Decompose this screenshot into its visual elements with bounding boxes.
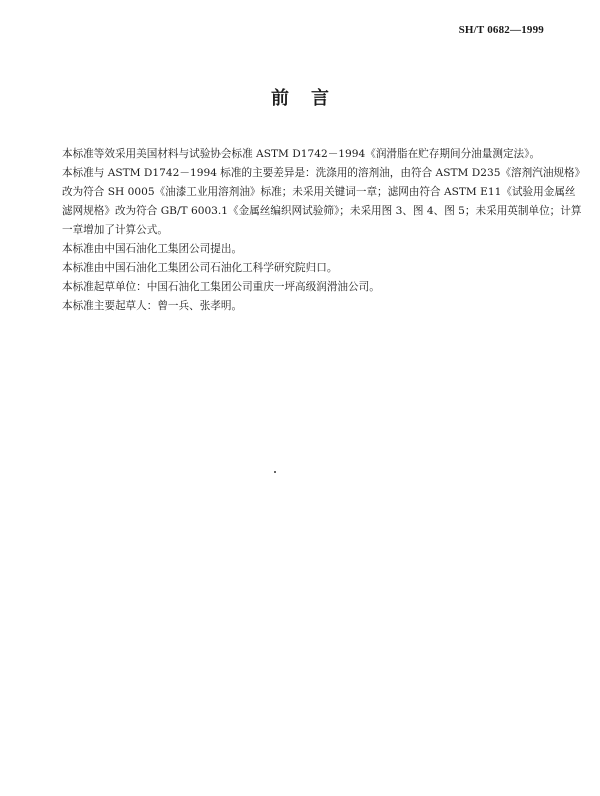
paragraph-administrator: 本标准由中国石油化工集团公司石油化工科学研究院归口。 — [62, 262, 338, 274]
page-title: 前言 — [271, 88, 351, 109]
scan-speck — [274, 471, 276, 473]
paragraph-differences: 本标准与 ASTM D1742－1994 标准的主要差异是：洗涤用的溶剂油，由符合 ASTM D235《溶剂汽油规格》改为符合 SH 0005《油漆工业用溶剂油》标准；未采用关键词一章；滤网由符合 ASTM E11《试验用金属丝滤网规格》改为符合 GB/T 6003.1《金属丝编织网试验筛》；未采用图 3、图 4、图 5；未采用英制单位；计算一章增加了计算公式。 — [62, 167, 582, 236]
standard-code: SH/T 0682—1999 — [458, 24, 544, 36]
paragraph-proposer: 本标准由中国石油化工集团公司提出。 — [62, 243, 243, 255]
foreword-body — [62, 145, 582, 316]
paragraph-drafting-unit: 本标准起草单位：中国石油化工集团公司重庆一坪高级润滑油公司。 — [62, 281, 380, 293]
paragraph-adoption: 本标准等效采用美国材料与试验协会标准 ASTM D1742－1994《润滑脂在贮存期间分油量测定法》。 — [62, 148, 541, 160]
paragraph-drafters: 本标准主要起草人：曾一兵、张孝明。 — [62, 300, 243, 312]
